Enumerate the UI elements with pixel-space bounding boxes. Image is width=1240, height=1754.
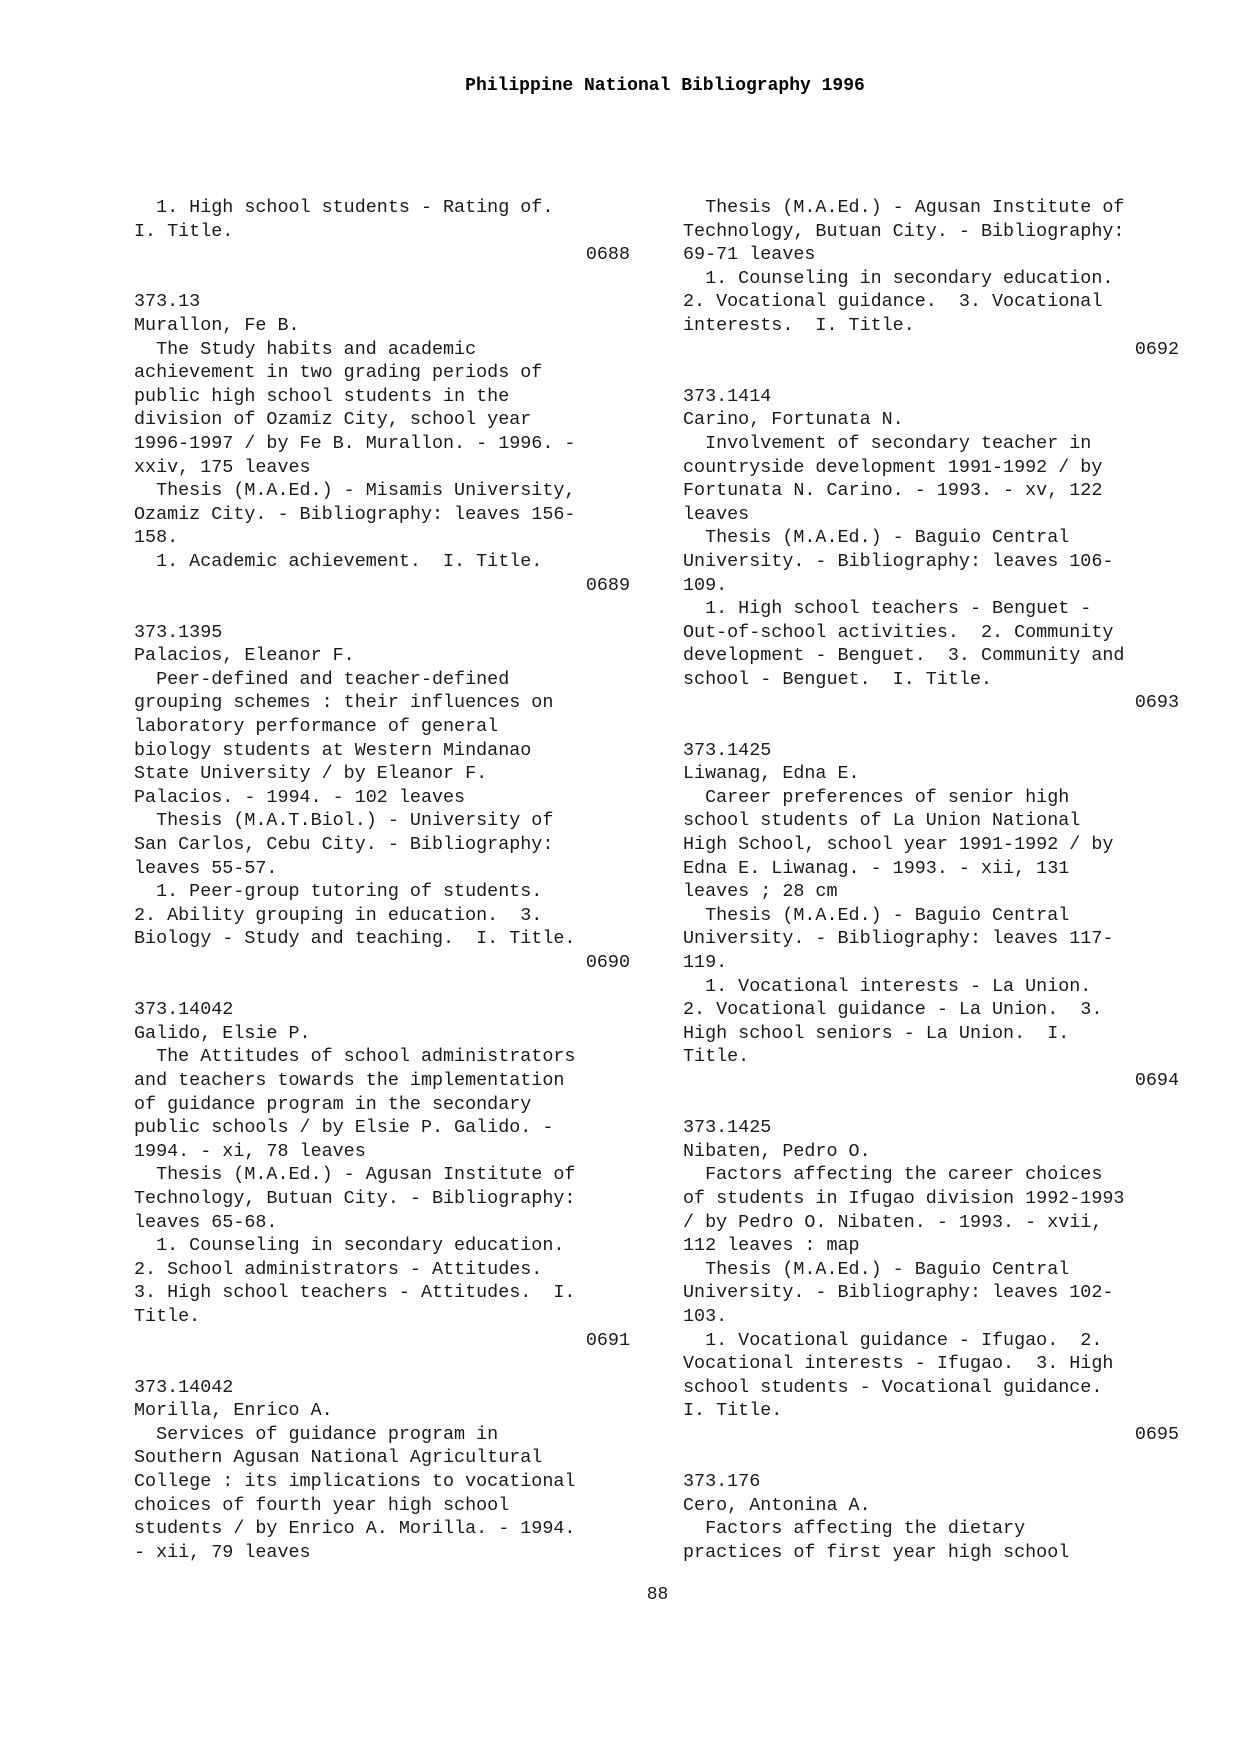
entry-line: Murallon, Fe B.: [134, 314, 300, 336]
entry-line: 112 leaves : map: [683, 1235, 860, 1257]
entry-line: 1. High school students - Rating of.: [134, 197, 554, 218]
entry-line: High School, school year 1991-1992 / by: [683, 834, 1114, 856]
entry-line: Title.: [683, 1046, 750, 1068]
entry-line: State University / by Eleanor F.: [134, 763, 488, 785]
blank-line: [683, 361, 1179, 385]
entry-line: 1. Vocational interests - La Union.: [683, 975, 1092, 997]
entry-line: Thesis (M.A.Ed.) - Misamis University,: [134, 480, 576, 502]
entry-line: Morilla, Enrico A.: [134, 1400, 333, 1422]
entry-line: Thesis (M.A.T.Biol.) - University of: [134, 810, 554, 832]
entry-line: Thesis (M.A.Ed.) - Baguio Central: [683, 904, 1070, 926]
entry-line: 1. Academic achievement. I. Title.: [134, 550, 543, 572]
entry-line: students / by Enrico A. Morilla. - 1994.: [134, 1518, 576, 1540]
record-number: 0695: [1134, 1423, 1179, 1445]
entry-line: achievement in two grading periods of: [134, 362, 543, 384]
entry-line: 1994. - xi, 78 leaves: [134, 1140, 366, 1162]
entry-line: Carino, Fortunata N.: [683, 409, 904, 431]
page-title: Philippine National Bibliography 1996: [465, 76, 865, 96]
entry-line: school students of La Union National: [683, 810, 1081, 832]
entry-line: 3. High school teachers - Attitudes. I.: [134, 1282, 576, 1304]
entry-line: 109.: [683, 574, 728, 596]
call-number: 373.14042: [134, 999, 234, 1021]
call-number: 373.1414: [683, 385, 772, 407]
record-number: 0693: [1134, 692, 1179, 714]
entry-line: 69-71 leaves: [683, 244, 816, 266]
entry-line: 1. Counseling in secondary education.: [134, 1235, 565, 1257]
call-number: 373.1395: [134, 621, 223, 643]
entry-line: University. - Bibliography: leaves 106-: [683, 550, 1114, 572]
entry-line: Biology - Study and teaching. I. Title.: [134, 928, 576, 950]
entry-line: Services of guidance program in: [134, 1423, 499, 1445]
record-number: 0688: [585, 244, 630, 266]
entry-line: laboratory performance of general: [134, 716, 499, 738]
entry-line: division of Ozamiz City, school year: [134, 409, 532, 431]
entry-line: leaves 65-68.: [134, 1211, 278, 1233]
entry-line: Involvement of secondary teacher in: [683, 432, 1092, 454]
entry-line: 2. School administrators - Attitudes.: [134, 1258, 543, 1280]
entry-line: High school seniors - La Union. I.: [683, 1022, 1070, 1044]
entry-line: biology students at Western Mindanao: [134, 739, 532, 761]
entry-line: The Attitudes of school administrators: [134, 1046, 576, 1068]
blank-line: [134, 267, 630, 291]
entry-line: 2. Vocational guidance. 3. Vocational: [683, 291, 1103, 313]
call-number: 373.176: [683, 1471, 761, 1493]
record-number: 0694: [1134, 1069, 1179, 1091]
entry-line: 103.: [683, 1305, 728, 1327]
entry-line: I. Title.: [134, 220, 234, 242]
entry-line: choices of fourth year high school: [134, 1494, 510, 1516]
entry-line: of students in Ifugao division 1992-1993: [683, 1187, 1125, 1209]
entry-line: practices of first year high school: [683, 1541, 1070, 1563]
right-column: [683, 196, 1179, 1564]
entry-line: Fortunata N. Carino. - 1993. - xv, 122: [683, 480, 1103, 502]
entry-line: of guidance program in the secondary: [134, 1093, 532, 1115]
blank-line: [134, 1352, 630, 1376]
entry-line: public high school students in the: [134, 385, 510, 407]
entry-line: Edna E. Liwanag. - 1993. - xii, 131: [683, 857, 1070, 879]
entry-line: interests. I. Title.: [683, 314, 915, 336]
entry-line: 1996-1997 / by Fe B. Murallon. - 1996. -: [134, 432, 576, 454]
entry-line: Nibaten, Pedro O.: [683, 1140, 871, 1162]
entry-line: 2. Ability grouping in education. 3.: [134, 904, 543, 926]
entry-line: Technology, Butuan City. - Bibliography:: [683, 220, 1125, 242]
blank-line: [683, 1093, 1179, 1117]
entry-line: Vocational interests - Ifugao. 3. High: [683, 1353, 1114, 1375]
entry-line: Factors affecting the career choices: [683, 1164, 1103, 1186]
record-number: 0692: [1134, 338, 1179, 360]
entry-line: I. Title.: [683, 1400, 783, 1422]
entry-line: Liwanag, Edna E.: [683, 763, 860, 785]
entry-line: Technology, Butuan City. - Bibliography:: [134, 1187, 576, 1209]
entry-line: public schools / by Elsie P. Galido. -: [134, 1117, 554, 1139]
entry-line: University. - Bibliography: leaves 117-: [683, 928, 1114, 950]
entry-line: leaves: [683, 503, 750, 525]
entry-line: 1. High school teachers - Benguet -: [683, 598, 1092, 620]
entry-line: grouping schemes : their influences on: [134, 692, 554, 714]
entry-line: Palacios, Eleanor F.: [134, 645, 355, 667]
entry-line: Cero, Antonina A.: [683, 1494, 871, 1516]
entry-line: Southern Agusan National Agricultural: [134, 1447, 543, 1469]
call-number: 373.1425: [683, 739, 772, 761]
entry-line: Thesis (M.A.Ed.) - Agusan Institute of: [134, 1164, 576, 1186]
blank-line: [134, 975, 630, 999]
entry-line: Thesis (M.A.Ed.) - Baguio Central: [683, 1258, 1070, 1280]
call-number: 373.13: [134, 291, 201, 313]
entry-line: College : its implications to vocational: [134, 1471, 576, 1493]
entry-line: 158.: [134, 527, 179, 549]
record-number: 0690: [585, 952, 630, 973]
entry-line: 1. Counseling in secondary education.: [683, 267, 1114, 289]
entry-line: Factors affecting the dietary: [683, 1518, 1026, 1540]
blank-line: [134, 597, 630, 621]
entry-line: Thesis (M.A.Ed.) - Baguio Central: [683, 527, 1070, 549]
record-number: 0691: [585, 1329, 630, 1351]
blank-line: [683, 715, 1179, 739]
entry-line: Palacios. - 1994. - 102 leaves: [134, 786, 466, 808]
entry-line: leaves ; 28 cm: [683, 881, 838, 903]
entry-line: Ozamiz City. - Bibliography: leaves 156-: [134, 503, 576, 525]
call-number: 373.1425: [683, 1117, 772, 1139]
entry-line: University. - Bibliography: leaves 102-: [683, 1282, 1114, 1304]
entry-line: 1. Peer-group tutoring of students.: [134, 881, 543, 903]
entry-line: Title.: [134, 1305, 201, 1327]
entry-line: 1. Vocational guidance - Ifugao. 2.: [683, 1329, 1103, 1351]
entry-line: leaves 55-57.: [134, 857, 278, 879]
entry-line: school students - Vocational guidance.: [683, 1376, 1103, 1398]
record-number: 0689: [585, 574, 630, 596]
entry-line: Thesis (M.A.Ed.) - Agusan Institute of: [683, 197, 1125, 218]
entry-line: / by Pedro O. Nibaten. - 1993. - xvii,: [683, 1211, 1103, 1233]
entry-line: - xii, 79 leaves: [134, 1541, 311, 1563]
entry-line: Out-of-school activities. 2. Community: [683, 621, 1114, 643]
entry-line: school - Benguet. I. Title.: [683, 668, 993, 690]
entry-line: countryside development 1991-1992 / by: [683, 456, 1103, 478]
entry-line: 119.: [683, 952, 728, 973]
entry-line: development - Benguet. 3. Community and: [683, 645, 1125, 667]
entry-line: xxiv, 175 leaves: [134, 456, 311, 478]
entry-line: and teachers towards the implementation: [134, 1069, 565, 1091]
page-number: 88: [646, 1585, 669, 1605]
entry-line: San Carlos, Cebu City. - Bibliography:: [134, 834, 554, 856]
call-number: 373.14042: [134, 1376, 234, 1398]
entry-line: Career preferences of senior high: [683, 786, 1070, 808]
left-column: [134, 196, 630, 1564]
blank-line: [683, 1446, 1179, 1470]
entry-line: Galido, Elsie P.: [134, 1022, 311, 1044]
entry-line: Peer-defined and teacher-defined: [134, 668, 510, 690]
entry-line: The Study habits and academic: [134, 338, 477, 360]
entry-line: 2. Vocational guidance - La Union. 3.: [683, 999, 1103, 1021]
